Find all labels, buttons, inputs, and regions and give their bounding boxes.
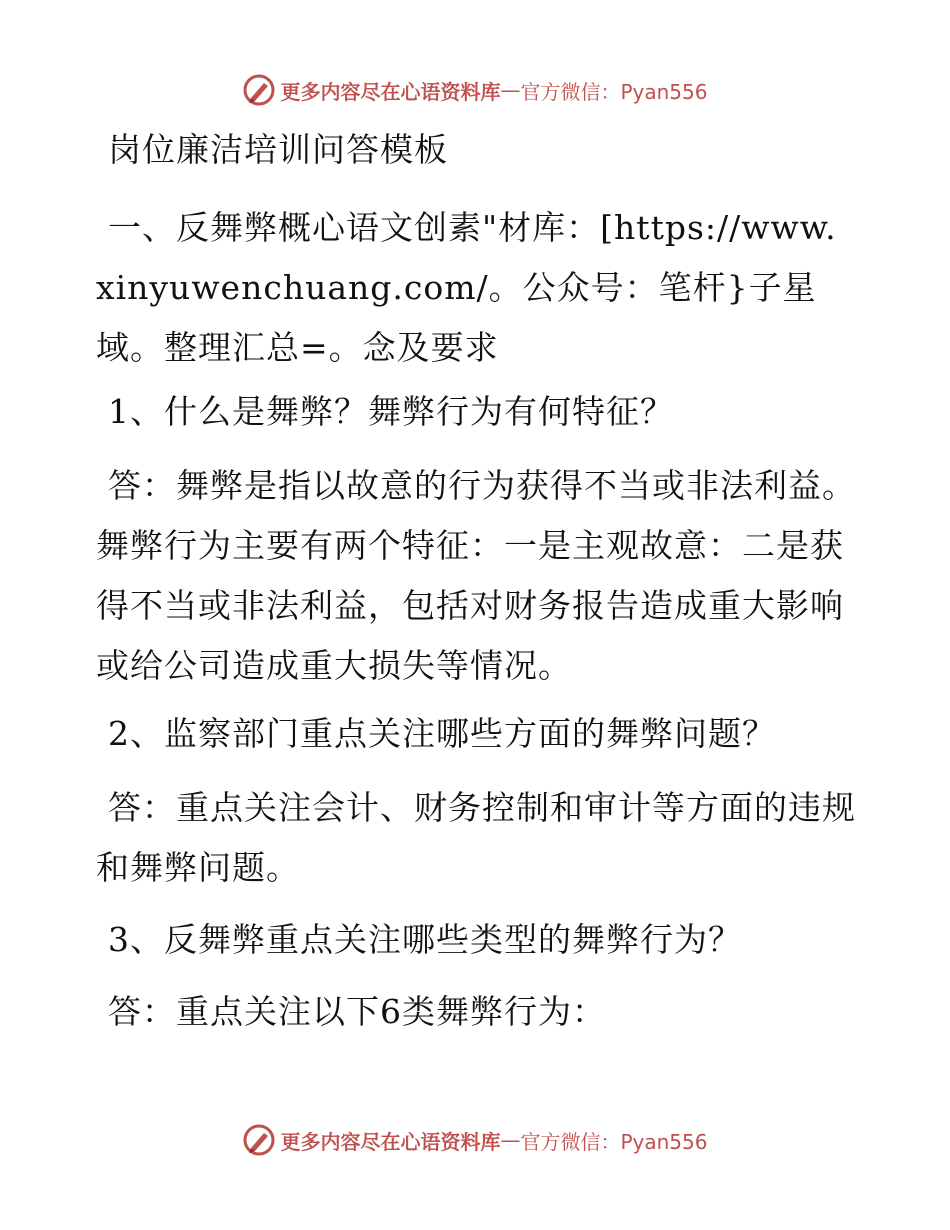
pen-logo-icon: [242, 73, 276, 107]
watermark-main-text: 更多内容尽在心语资料库: [280, 1129, 501, 1154]
section-heading-text: 一、反舞弊概心语文创素"材库：[https://www.xinyuwenchuang.com/。公众号：笔杆}子星域。整理汇总=。念及要求: [96, 208, 837, 367]
answer-1: [96, 456, 856, 696]
answer-2-text: 答：重点关注会计、财务控制和审计等方面的违规和舞弊问题。: [96, 788, 856, 887]
watermark-header: [0, 70, 950, 110]
answer-3-text: 答：重点关注以下6类舞弊行为：: [108, 992, 606, 1031]
watermark-separator: —: [500, 1128, 521, 1152]
watermark-footer: [0, 1120, 950, 1160]
watermark-contact-text: 官方微信：Pyan556: [520, 1129, 708, 1154]
question-1-text: 1、什么是舞弊？舞弊行为有何特征？: [108, 392, 674, 431]
question-2-text: 2、监察部门重点关注哪些方面的舞弊问题？: [108, 714, 776, 753]
answer-3: [96, 982, 856, 1042]
pen-logo-icon: [242, 1123, 276, 1157]
answer-1-text: 答：舞弊是指以故意的行为获得不当或非法利益。舞弊行为主要有两个特征：一是主观故意：二是获得不当或非法利益，包括对财务报告造成重大影响或给公司造成重大损失等情况。: [96, 466, 856, 685]
question-3-text: 3、反舞弊重点关注哪些类型的舞弊行为？: [108, 920, 742, 959]
watermark-main-text: 更多内容尽在心语资料库: [280, 79, 501, 104]
question-1: [96, 382, 856, 442]
watermark-separator: —: [500, 78, 521, 102]
question-2: [96, 704, 856, 764]
watermark-contact-text: 官方微信：Pyan556: [520, 79, 708, 104]
answer-2: [96, 778, 856, 898]
question-3: [96, 910, 856, 970]
document-title: 岗位廉洁培训问答模板: [108, 130, 448, 169]
section-heading: [96, 198, 856, 378]
